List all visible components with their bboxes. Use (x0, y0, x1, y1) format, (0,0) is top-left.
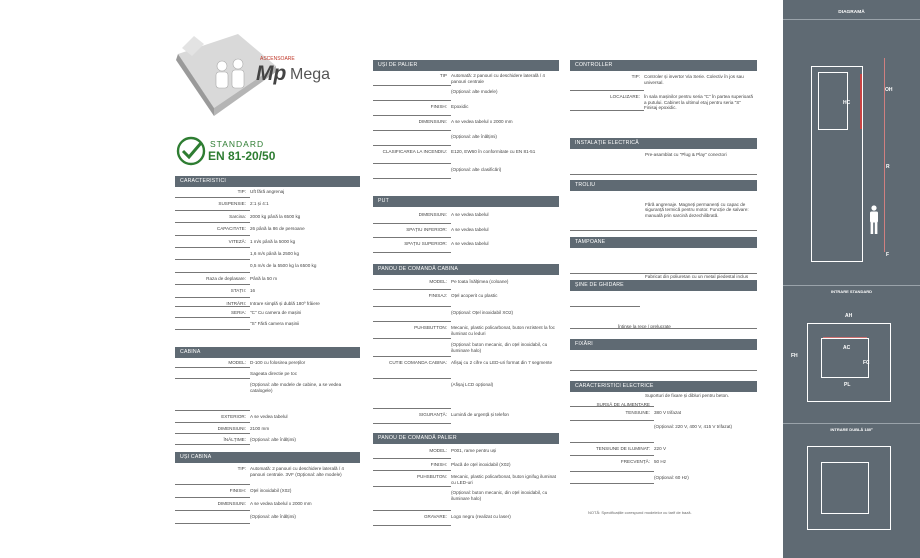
row-label: FRECVENȚĂ: (620, 459, 650, 464)
divider (570, 273, 757, 274)
divider (175, 272, 250, 273)
divider (570, 420, 654, 421)
section-usi-palier: UȘI DE PALIER (373, 60, 559, 71)
divider (175, 284, 250, 285)
row-value: Mecanic, plastic policarbonat, buton rezistent la foc iluminat cu leduri (451, 325, 555, 336)
row-value: (Opțional: alte înălțimi) (451, 134, 497, 139)
divider (175, 297, 250, 298)
row-value: În sala mașinilor pentru seria "C" În partea superioară a putului. Cabinet la ultimul etaj pentru seria "S" Finisaj epoxidic. (644, 94, 753, 111)
row-value: (Afișaj LCD opțional) (451, 382, 494, 387)
divider (175, 329, 250, 330)
divider (175, 197, 250, 198)
section-panou-cabina: PANOU DE COMANDĂ CABINA (373, 264, 559, 275)
row-value: A se vedea tabelul (451, 212, 489, 217)
row-value: Controler și invertor Via Serie. Colectiv în jos sau universal. (644, 74, 744, 85)
row-value: 1 m/s până la 5000 kg (250, 238, 296, 244)
row-label: DIMENSIUNI: (217, 426, 246, 431)
row-label: CAPACITATE: (216, 226, 246, 232)
label-fc: FC (863, 360, 870, 366)
divider (783, 19, 920, 20)
row-label: FINISAJ: (428, 293, 447, 298)
divider (175, 306, 250, 307)
divider (373, 458, 451, 459)
row-value: Uft fără angrenaj (250, 189, 285, 194)
divider (175, 378, 250, 379)
row-label: MODEL: (228, 360, 246, 365)
row-label: ÎNĂLȚIME: (223, 437, 246, 442)
divider (373, 223, 451, 224)
divider (570, 230, 757, 231)
row-value: 2000 kg până la 6500 kg (250, 213, 301, 219)
row-value: "S" Fără camera mașinii (250, 320, 300, 326)
label-ah: AH (845, 313, 853, 319)
row-value: Automată: 2 panouri cu deschidere laterală / 4 panouri centrale (451, 73, 545, 84)
divider (570, 306, 640, 307)
row-label: DIMENSIUNI: (418, 119, 447, 124)
section-tampoane: TAMPOANE (570, 237, 757, 248)
diagram-panel (783, 0, 920, 558)
row-value: E120, EW60 în conformitate cu EN 81-51 (451, 149, 536, 154)
row-value: P001, rame pentru uși (451, 448, 497, 453)
divider (175, 510, 250, 511)
label-oh: OH (885, 87, 893, 93)
divider (175, 444, 250, 445)
divider (175, 317, 250, 318)
divider (373, 163, 451, 164)
section-caracteristici: CARACTERISTICI (175, 176, 360, 187)
row-label: FINISH: (430, 462, 447, 467)
row-value: A se vedea tabelul (451, 226, 489, 232)
divider (373, 115, 451, 116)
row-label: Raza de deplasare: (206, 275, 246, 281)
row-label: SUSPENSIE: (218, 201, 246, 207)
divider (373, 510, 451, 511)
divider (373, 237, 451, 238)
norm-label: EN 81-20/50 (208, 149, 276, 163)
rail (823, 337, 867, 338)
row-value: (Opțional: 220 V, 400 V, 415 V trifazat) (654, 424, 733, 429)
divider (373, 470, 451, 471)
row-value: A se vedea tabelul (451, 241, 489, 246)
row-label: CUTIE COMANDA CABINA: (389, 360, 447, 365)
divider (570, 471, 654, 472)
row-label: FINISH: (430, 104, 447, 109)
row-value: Sageata directie pe toc (250, 371, 297, 376)
row-value: Lumină de urgență și telefon (451, 412, 509, 417)
divider (175, 484, 250, 485)
row-value: Pe toata înălțimea (coloane) (451, 279, 509, 284)
divider (570, 90, 644, 91)
row-label: SURSĂ DE ALIMENTARE (596, 402, 650, 407)
troliu-text: Fără angrenaje. Magneți permanenți cu capac de siguranță termică pentru motor. Funcție de salvare: manuală prin sarcină dezechilibrată. (645, 201, 749, 218)
divider (175, 422, 250, 423)
section-cabina: CABINA (175, 347, 360, 358)
section-fixari: FIXĂRI (570, 339, 757, 350)
section-electrice: CARACTERISTICI ELECTRICE (570, 381, 757, 392)
row-label: SPAȚIU SUPERIOR: (404, 241, 447, 246)
divider (373, 408, 451, 409)
divider (373, 289, 451, 290)
divider (373, 252, 451, 253)
row-label: LOCALIZARE: (610, 94, 640, 99)
label-fh: FH (791, 353, 798, 359)
row-label: TIP: (237, 189, 246, 194)
standard-label: STANDARD (210, 139, 265, 149)
diagram-title: DIAGRAMĂ (838, 10, 865, 15)
row-value: Automată: 2 panouri cu deschidere laterală / 4 panouri centrale. 3VF (Opțional: alte modele) (250, 466, 344, 477)
section-troliu: TROLIU (570, 180, 757, 191)
person-icon (868, 205, 880, 240)
brand-small: ASCENSOARE (260, 56, 295, 62)
row-value: (Opțional: alte modele) (451, 89, 498, 94)
divider (373, 85, 451, 86)
section-panou-palier: PANOU DE COMANDĂ PALIER (373, 433, 559, 444)
divider (570, 455, 654, 456)
divider (373, 525, 451, 526)
row-value: Intrare simplă și dublă 180º frâiere (250, 300, 320, 306)
row-value: D-100 cu folosirea pereților (250, 360, 306, 365)
divider (570, 110, 644, 111)
section-instalatie: INSTALAȚIE ELECTRICĂ (570, 138, 757, 149)
row-value: (Opțional: Oțel inoxidabil XO2) (451, 310, 514, 315)
row-value: Placă de oțel inoxidabil (X02) (451, 462, 511, 467)
divider (175, 247, 250, 248)
divider (570, 442, 654, 443)
row-value: 1,6 m/s până la 2500 kg (250, 251, 300, 256)
row-value: (Opțional: alte modele de cabine, a se vedea catalogele) (250, 382, 342, 393)
section-controller: CONTROLLER (570, 60, 757, 71)
row-value: 26 până la 86 de persoane (250, 226, 305, 232)
label-dubla: INTRARE DUBLĂ 180º (830, 427, 873, 432)
row-value: (Opțional: alte înălțimi) (250, 437, 296, 442)
row-label: CLASIFICAREA LA INCENDIU: (382, 149, 447, 154)
row-label: FINISH: (229, 488, 246, 493)
divider (175, 210, 250, 211)
divider (570, 328, 757, 329)
row-label: DIMENSIUNI: (217, 501, 246, 506)
row-value: Logo negru (realizat cu laser) (451, 514, 511, 519)
divider (175, 259, 250, 260)
row-label: TENSIUNE: (625, 410, 650, 415)
row-value: "C" Cu camera de mașini (250, 309, 302, 315)
tampoane-text: Fabricat din poliuretan cu un metal piedestal inclus (645, 274, 749, 280)
label-ac: AC (843, 345, 851, 351)
row-label: TENSIUNE DE ILUMINAT: (595, 446, 650, 451)
row-label: STAȚII: (230, 288, 246, 294)
row-label: TIP: (631, 74, 640, 79)
row-label: SIGURANȚĂ: (418, 412, 447, 417)
divider (175, 497, 250, 498)
sine-item: Întinse la rece / prelucrate (618, 323, 671, 329)
row-label: GRAVARE: (423, 514, 447, 519)
row-value: 380 V trifazat (654, 410, 682, 415)
row-label: TIP (439, 73, 447, 78)
divider (373, 178, 451, 179)
row-value: (Opțional: buton mecanic, din oțel inoxidabil, cu iluminare halo) (451, 490, 548, 501)
divider (373, 321, 451, 322)
brand-mp: Mp (256, 62, 287, 85)
divider (175, 367, 250, 368)
row-value: 2:1 și 4:1 (250, 201, 269, 207)
cabin-plan-standard (821, 338, 869, 378)
row-value: A se vedea tabelul x 2000 mm (451, 119, 513, 124)
divider (373, 306, 451, 307)
row-value: A se vedea tabelul (250, 414, 288, 419)
row-value: Oțel inoxidabil (X02) (250, 488, 292, 493)
row-value: Afișaj cu 2 cifre cu LED-uri format din 7 segmente (451, 360, 553, 365)
row-label: DIMENSIUNI: (418, 212, 447, 217)
row-value: 50 Hz (654, 459, 667, 464)
label-f: F (886, 252, 890, 258)
row-label: MODEL: (429, 279, 447, 284)
divider (783, 423, 920, 424)
divider (570, 370, 757, 371)
divider (175, 235, 250, 236)
divider (783, 285, 920, 286)
row-value: 0,5 m/s de la 5500 kg la 6500 kg (250, 263, 317, 269)
instalatie-text: Pre-asamblat cu "Plug & Play" conectori (645, 152, 727, 157)
row-value: (Opțional: buton mecanic, din oțel inoxidabil, cu iluminare halo) (451, 342, 548, 353)
row-label: MODEL: (429, 448, 447, 453)
row-label: PUHSBUTTON: (414, 325, 447, 330)
divider (373, 130, 451, 131)
section-sine: ȘINE DE GHIDARE (570, 280, 757, 291)
row-value: A se vedea tabelul x 2000 mm (250, 501, 312, 506)
divider (373, 378, 451, 379)
row-label: Sarcina: (229, 213, 246, 219)
row-label: SERIA: (230, 309, 246, 315)
fixari-text: Suporturi de fixare și dibluri pentru beton. (645, 393, 730, 399)
divider (175, 433, 250, 434)
section-usi-cabina: UȘI CABINA (175, 452, 360, 463)
divider (373, 486, 451, 487)
divider (175, 410, 250, 411)
label-standard: INTRARE STANDARD (830, 289, 873, 294)
row-label: TIP: (237, 466, 246, 471)
row-value: Mecanic, plastic policarbonat, buton ignifug iluminat cu LED-uri (451, 474, 556, 485)
row-value: 16 (250, 288, 256, 294)
row-label: PUHSBUTON: (416, 474, 447, 479)
brand-mega: Mega (290, 66, 331, 83)
row-value: 2100 mm (250, 426, 270, 431)
row-label: SPAȚIU INFERIOR: (406, 226, 447, 232)
divider (373, 145, 451, 146)
divider (373, 356, 451, 357)
divider (570, 483, 654, 484)
standard-check-icon (176, 136, 206, 166)
divider (175, 222, 250, 223)
row-value: (Opțional: 60 Hz) (654, 475, 689, 480)
row-value: (Opțional: alte clasificări) (451, 167, 502, 172)
row-value: (Opțional: alte înălțimi) (250, 514, 296, 519)
divider (570, 174, 757, 175)
row-value: Epoxidic (451, 104, 469, 109)
label-pl: PL (844, 382, 851, 388)
divider (373, 338, 451, 339)
cabin-plan-double (821, 462, 869, 514)
row-label: INTRĂRI: (226, 300, 246, 306)
row-label: EXTERIOR: (221, 414, 246, 419)
section-put: PUT (373, 196, 559, 207)
row-label: VITEZĂ: (228, 238, 246, 244)
divider (373, 423, 451, 424)
column-3 (570, 0, 757, 515)
label-r: R (886, 164, 890, 170)
row-value: Până la 50 m (250, 275, 278, 281)
label-hc: HC (843, 100, 851, 106)
row-value: 220 V (654, 446, 667, 451)
footnote: NOTĂ: Specificațiile corespund modelelor cu tarif de bază. (588, 510, 692, 515)
divider (570, 406, 654, 407)
row-value: Oțel acoperit cu plastic (451, 293, 498, 298)
divider (175, 523, 250, 524)
divider (373, 100, 451, 101)
rail (860, 74, 862, 129)
